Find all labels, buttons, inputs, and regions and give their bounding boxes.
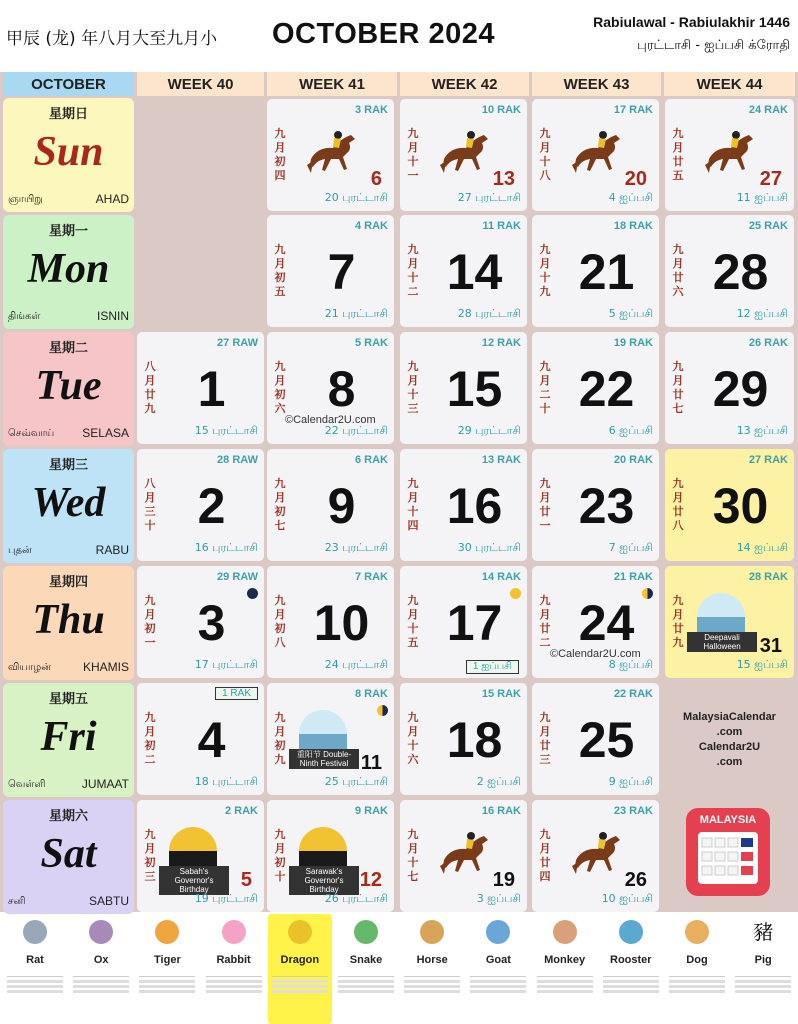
date-number: 6: [370, 168, 382, 190]
weekday-english: Tue: [35, 363, 102, 409]
horse-racing-icon: [303, 121, 363, 181]
weekday-chinese: 星期六: [48, 809, 88, 824]
lunar-date: 九月初一: [144, 594, 156, 649]
weekday-malay: ISNIN: [96, 309, 129, 323]
zodiac-name: Snake: [349, 954, 383, 966]
hijri-date: 19 RAK: [613, 337, 653, 349]
zodiac-card: [731, 914, 795, 1024]
weekday-label-cell: [3, 215, 134, 329]
weekday-tamil: திங்கள்: [8, 311, 41, 322]
zodiac-name: Rabbit: [216, 954, 251, 966]
zodiac-card: [268, 914, 332, 1024]
moon-phase-icon: [377, 705, 388, 716]
lunar-date: 九月初五: [274, 243, 286, 298]
lunar-date: 九月初三: [144, 828, 156, 883]
weekday-tamil: செவ்வாய்: [8, 428, 55, 439]
weekday-malay: KHAMIS: [82, 660, 129, 674]
date-cell[interactable]: [267, 449, 394, 561]
date-cell[interactable]: [532, 215, 659, 327]
tamil-date: 20 புரட்டாசி: [324, 191, 388, 204]
weekday-label-cell: [3, 683, 134, 797]
date-cell[interactable]: [267, 332, 394, 444]
weekday-tamil: ஞாயிறு: [8, 194, 43, 205]
zodiac-years-table: [272, 976, 328, 995]
moon-phase-icon: [642, 588, 653, 599]
date-number: 31: [759, 635, 782, 657]
hijri-date: 28 RAK: [748, 571, 788, 583]
date-number: 21: [578, 244, 635, 300]
watermark: ©Calendar2U.com: [550, 648, 641, 660]
week-header: WEEK 40: [137, 72, 264, 96]
date-cell[interactable]: [400, 99, 527, 211]
zodiac-name: Ox: [93, 954, 109, 966]
date-number: 26: [624, 869, 647, 891]
lunar-date: 九月十八: [539, 127, 551, 182]
weekday-malay: RABU: [95, 543, 129, 557]
week-header: WEEK 43: [532, 72, 661, 96]
zodiac-dragon-icon: [288, 920, 312, 944]
lunar-date: 九月十七: [407, 828, 419, 883]
zodiac-rat-icon: [23, 920, 47, 944]
hijri-date: 24 RAK: [748, 104, 788, 116]
zodiac-years-table: [669, 976, 725, 995]
zodiac-card: [466, 914, 530, 1024]
tamil-date: 19 புரட்டாசி: [194, 892, 258, 905]
app-icon[interactable]: [686, 808, 770, 896]
date-number: 12: [359, 869, 382, 891]
lunar-date: 九月廿五: [672, 127, 684, 182]
lunar-date: 九月初八: [274, 594, 286, 649]
date-cell[interactable]: [267, 99, 394, 211]
date-cell[interactable]: [665, 566, 794, 678]
lunar-date: 八月廿九: [144, 360, 156, 415]
date-cell[interactable]: [665, 215, 794, 327]
promo-line: .com: [716, 726, 743, 738]
hijri-date: 5 RAK: [354, 337, 388, 349]
calendar-header: [0, 0, 798, 72]
zodiac-years-table: [338, 976, 394, 995]
tamil-date: 12 ஐப்பசி: [736, 307, 788, 320]
date-number: 2: [197, 478, 226, 534]
weekday-malay: JUMAAT: [81, 777, 129, 791]
horse-racing-icon: [568, 121, 628, 181]
week-header: WEEK 44: [664, 72, 795, 96]
weekday-english: Mon: [27, 246, 110, 292]
tamil-date: 6 ஐப்பசி: [608, 424, 653, 437]
lunar-date: 九月廿三: [539, 711, 551, 766]
date-number: 1: [197, 361, 226, 417]
weekday-label-cell: [3, 566, 134, 680]
lunar-date: 八月三十: [144, 477, 156, 532]
festival-label: 重阳节 Double-Ninth Festival: [289, 749, 359, 769]
date-number: 7: [327, 244, 356, 300]
date-cell[interactable]: [267, 566, 394, 678]
zodiac-goat-icon: [486, 920, 510, 944]
hijri-date: 7 RAK: [354, 571, 388, 583]
lunar-date: 九月十三: [407, 360, 419, 415]
weekday-tamil: வியாழன்: [8, 662, 51, 673]
lunar-date: 九月廿六: [672, 243, 684, 298]
hijri-date: 14 RAK: [481, 571, 521, 583]
zodiac-name: Rooster: [610, 954, 652, 966]
zodiac-horse-icon: [420, 920, 444, 944]
lunar-date: 九月十五: [407, 594, 419, 649]
date-number: 19: [492, 869, 515, 891]
date-cell[interactable]: [400, 800, 527, 912]
tamil-date: 5 ஐப்பசி: [608, 307, 653, 320]
date-cell[interactable]: [665, 99, 794, 211]
lunar-date: 九月廿二: [539, 594, 551, 649]
weekday-chinese: 星期一: [48, 224, 88, 239]
date-cell[interactable]: [665, 332, 794, 444]
promo-line: Calendar2U: [698, 741, 761, 753]
lunar-date: 九月廿八: [672, 477, 684, 532]
lunar-date: 九月二十: [539, 360, 551, 415]
date-number: 28: [712, 244, 769, 300]
date-cell[interactable]: [137, 332, 264, 444]
date-number: 27: [759, 168, 782, 190]
date-number: 18: [446, 712, 503, 768]
tamil-date: 28 புரட்டாசி: [457, 307, 521, 320]
date-number: 29: [712, 361, 769, 417]
month-start-badge: 1 RAK: [215, 687, 258, 700]
tamil-date: 24 புரட்டாசி: [324, 658, 388, 671]
moon-phase-icon: [247, 588, 258, 599]
lunar-date: 九月廿四: [539, 828, 551, 883]
zodiac-dog-icon: [685, 920, 709, 944]
tamil-date: 29 புரட்டாசி: [457, 424, 521, 437]
weekday-malay: SELASA: [82, 426, 129, 440]
date-cell[interactable]: [137, 683, 264, 795]
hijri-date: 21 RAK: [613, 571, 653, 583]
hijri-date: 3 RAK: [354, 104, 388, 116]
hijri-date: 17 RAK: [613, 104, 653, 116]
tamil-date: 30 புரட்டாசி: [457, 541, 521, 554]
hijri-date: 4 RAK: [354, 220, 388, 232]
lunar-date: 九月十六: [407, 711, 419, 766]
zodiac-ox-icon: [89, 920, 113, 944]
weekday-english: Thu: [32, 597, 105, 643]
zodiac-years-table: [404, 976, 460, 995]
date-number: 3: [197, 595, 226, 651]
tamil-date: 23 புரட்டாசி: [324, 541, 388, 554]
tamil-date: 22 புரட்டாசி: [324, 424, 388, 437]
hijri-date: 16 RAK: [481, 805, 521, 817]
hijri-date: 9 RAK: [354, 805, 388, 817]
tamil-date: 15 ஐப்பசி: [736, 658, 788, 671]
month-start-badge: 1 ஐப்பசி: [466, 660, 519, 674]
weekday-malay: SABTU: [88, 894, 129, 908]
date-cell[interactable]: [532, 449, 659, 561]
zodiac-name: Tiger: [154, 954, 181, 966]
hijri-date: 8 RAK: [354, 688, 388, 700]
date-cell[interactable]: [400, 449, 527, 561]
zodiac-tiger-icon: [155, 920, 179, 944]
date-number: 23: [578, 478, 635, 534]
hijri-date: 15 RAK: [481, 688, 521, 700]
lunar-date: 九月廿七: [672, 360, 684, 415]
date-cell[interactable]: [532, 332, 659, 444]
date-number: 20: [624, 168, 647, 190]
zodiac-card: [599, 914, 663, 1024]
weekday-label-cell: [3, 98, 134, 212]
zodiac-card: [334, 914, 398, 1024]
zodiac-years-table: [7, 976, 63, 995]
hijri-date: 27 RAW: [217, 337, 258, 349]
lunar-date: 九月初二: [144, 711, 156, 766]
date-number: 30: [712, 478, 769, 534]
zodiac-years-table: [206, 976, 262, 995]
date-cell[interactable]: [532, 99, 659, 211]
hijri-date: 25 RAK: [748, 220, 788, 232]
hijri-date: 22 RAK: [613, 688, 653, 700]
weekday-chinese: 星期五: [48, 692, 88, 707]
festival-label: Deepavali Halloween: [687, 632, 757, 652]
date-number: 17: [446, 595, 503, 651]
tamil-date: 15 புரட்டாசி: [194, 424, 258, 437]
zodiac-name: Monkey: [544, 954, 586, 966]
date-number: 13: [492, 168, 515, 190]
week-header: WEEK 42: [400, 72, 529, 96]
date-number: 16: [446, 478, 503, 534]
hijri-date: 26 RAK: [748, 337, 788, 349]
date-cell[interactable]: [400, 332, 527, 444]
promo-line: .com: [716, 756, 743, 768]
zodiac-years-table: [603, 976, 659, 995]
hijri-date: 18 RAK: [613, 220, 653, 232]
tamil-date: 18 புரட்டாசி: [194, 775, 258, 788]
zodiac-card: [69, 914, 133, 1024]
date-cell[interactable]: [267, 800, 394, 912]
date-number: 14: [446, 244, 503, 300]
tamil-date: 16 புரட்டாசி: [194, 541, 258, 554]
zodiac-rabbit-icon: [222, 920, 246, 944]
date-cell[interactable]: [267, 215, 394, 327]
date-number: 11: [360, 752, 382, 774]
zodiac-years-table: [537, 976, 593, 995]
hijri-date: 27 RAK: [748, 454, 788, 466]
tamil-date: 9 ஐப்பசி: [608, 775, 653, 788]
promo-line: MalaysiaCalendar: [683, 711, 776, 723]
zodiac-name: Goat: [485, 954, 511, 966]
date-number: 25: [578, 712, 635, 768]
date-cell[interactable]: [400, 683, 527, 795]
lunar-date: 九月廿九: [672, 594, 684, 649]
date-cell[interactable]: [532, 800, 659, 912]
tamil-date: 26 புரட்டாசி: [324, 892, 388, 905]
tamil-date: 13 ஐப்பசி: [736, 424, 788, 437]
zodiac-rooster-icon: [619, 920, 643, 944]
hijri-date: 2 RAK: [224, 805, 258, 817]
weekday-english: Sun: [33, 129, 104, 175]
tamil-date: 17 புரட்டாசி: [194, 658, 258, 671]
lunar-date: 九月十四: [407, 477, 419, 532]
date-cell[interactable]: [532, 566, 659, 678]
date-cell[interactable]: [400, 566, 527, 678]
weekday-chinese: 星期四: [48, 575, 88, 590]
weekday-malay: AHAD: [95, 192, 129, 206]
hijri-date: 23 RAK: [613, 805, 653, 817]
date-number: 8: [327, 361, 356, 417]
date-cell[interactable]: [267, 683, 394, 795]
week-header: WEEK 41: [267, 72, 397, 96]
horse-racing-icon: [436, 822, 496, 882]
lunar-date: 九月初九: [274, 711, 286, 766]
date-cell[interactable]: [137, 566, 264, 678]
tamil-date: 27 புரட்டாசி: [457, 191, 521, 204]
weekday-label-cell: [3, 332, 134, 446]
weekday-tamil: சனி: [8, 896, 26, 907]
promo-text: [664, 710, 795, 770]
tamil-date: 3 ஐப்பசி: [476, 892, 521, 905]
lunar-date: 九月初十: [274, 828, 286, 883]
zodiac-name: Dragon: [280, 954, 320, 966]
hijri-date: 10 RAK: [481, 104, 521, 116]
moon-phase-icon: [510, 588, 521, 599]
tamil-date: 8 ஐப்பசி: [608, 658, 653, 671]
watermark: ©Calendar2U.com: [285, 414, 376, 426]
lunar-date: 九月初六: [274, 360, 286, 415]
month-title: OCTOBER 2024: [272, 18, 496, 50]
date-number: 10: [313, 595, 370, 651]
zodiac-snake-icon: [354, 920, 378, 944]
chinese-year-title: 甲辰 (龙) 年八月大至九月小: [6, 29, 218, 49]
lunar-date: 九月十一: [407, 127, 419, 182]
app-icon-title: MALAYSIA: [699, 814, 757, 826]
date-cell[interactable]: [665, 449, 794, 561]
zodiac-card: [400, 914, 464, 1024]
hijri-date: 13 RAK: [481, 454, 521, 466]
weekday-english: Wed: [31, 480, 106, 526]
zodiac-card: [135, 914, 199, 1024]
hijri-date: 29 RAW: [217, 571, 258, 583]
weekday-chinese: 星期二: [48, 341, 88, 356]
horse-racing-icon: [568, 822, 628, 882]
zodiac-years-table: [470, 976, 526, 995]
weekday-english: Sat: [40, 831, 97, 877]
weekday-chinese: 星期三: [48, 458, 88, 473]
zodiac-years-table: [735, 976, 791, 995]
zodiac-pig-icon: 豬: [753, 920, 774, 944]
lunar-date: 九月初七: [274, 477, 286, 532]
tamil-months: புரட்டாசி - ஐப்பசி க்ரோதி: [637, 38, 790, 53]
zodiac-card: [202, 914, 266, 1024]
tamil-date: 10 ஐப்பசி: [601, 892, 653, 905]
zodiac-name: Dog: [686, 954, 708, 966]
hijri-date: 12 RAK: [481, 337, 521, 349]
zodiac-years-table: [73, 976, 129, 995]
date-cell[interactable]: [137, 449, 264, 561]
weekday-english: Fri: [40, 714, 97, 760]
weekday-chinese: 星期日: [48, 107, 88, 122]
date-number: 22: [578, 361, 635, 417]
date-cell[interactable]: [137, 800, 264, 912]
lunar-date: 九月廿一: [539, 477, 551, 532]
zodiac-card: [665, 914, 729, 1024]
month-column-header: OCTOBER: [3, 72, 134, 96]
lunar-date: 九月十二: [407, 243, 419, 298]
date-cell[interactable]: [532, 683, 659, 795]
horse-racing-icon: [701, 121, 761, 181]
zodiac-monkey-icon: [553, 920, 577, 944]
date-number: 9: [327, 478, 356, 534]
weekday-tamil: புதன்: [8, 545, 32, 556]
tamil-date: 4 ஐப்பசி: [608, 191, 653, 204]
islamic-months: Rabiulawal - Rabiulakhir 1446: [593, 14, 790, 30]
tamil-date: 2 ஐப்பசி: [476, 775, 521, 788]
weekday-label-cell: [3, 449, 134, 563]
zodiac-name: Pig: [754, 954, 772, 966]
weekday-label-cell: [3, 800, 134, 914]
date-number: 4: [197, 712, 226, 768]
tamil-date: 7 ஐப்பசி: [608, 541, 653, 554]
zodiac-card: [533, 914, 597, 1024]
zodiac-name: Rat: [26, 954, 44, 966]
hijri-date: 11 RAK: [482, 220, 521, 232]
festival-label: Sarawak's Governor's Birthday: [289, 866, 359, 895]
weekday-tamil: வெள்ளி: [8, 779, 46, 790]
tamil-date: 21 புரட்டாசி: [324, 307, 388, 320]
calendar-app-icon: [686, 808, 770, 896]
date-number: 15: [446, 361, 503, 417]
tamil-date: 25 புரட்டாசி: [324, 775, 388, 788]
promo-panel: [664, 680, 795, 914]
lunar-date: 九月十九: [539, 243, 551, 298]
tamil-date: 14 ஐப்பசி: [736, 541, 788, 554]
hijri-date: 20 RAK: [613, 454, 653, 466]
lunar-date: 九月初四: [274, 127, 286, 182]
zodiac-years-table: [139, 976, 195, 995]
zodiac-card: [3, 914, 67, 1024]
zodiac-name: Horse: [416, 954, 448, 966]
hijri-date: 28 RAW: [217, 454, 258, 466]
tamil-date: 11 ஐப்பசி: [736, 191, 788, 204]
date-cell[interactable]: [400, 215, 527, 327]
date-number: 5: [240, 869, 252, 891]
horse-racing-icon: [436, 121, 496, 181]
date-number: 24: [578, 595, 635, 651]
hijri-date: 6 RAK: [354, 454, 388, 466]
festival-label: Sabah's Governor's Birthday: [159, 866, 229, 895]
